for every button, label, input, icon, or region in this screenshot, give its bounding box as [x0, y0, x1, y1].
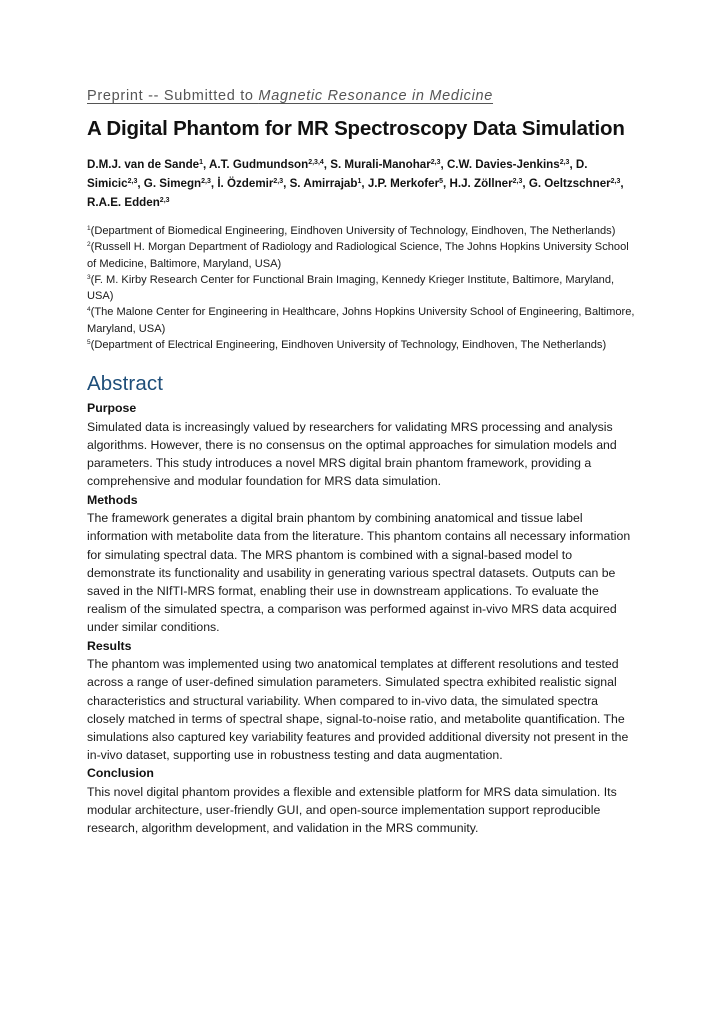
paper-page [87, 88, 635, 837]
abstract-section-conclusion [87, 764, 635, 837]
author-name: G. Oeltzschner [528, 177, 611, 190]
affiliation-number: 2 [87, 241, 91, 249]
affiliation [87, 337, 635, 353]
author-name: S. Murali-Manohar [330, 158, 431, 171]
author-name: D.M.J. van de Sande [87, 158, 200, 171]
author-name: C.W. Davies-Jenkins [446, 158, 560, 171]
affiliation-text: (F. M. Kirby Research Center for Functional Brain Imaging, Kennedy Krieger Institute, Baltimore, Maryland, USA) [87, 273, 615, 303]
author: J.P. Merkofer$^5$, [367, 177, 450, 190]
affiliation [87, 272, 635, 305]
affiliation [87, 304, 635, 337]
author: A.T. Gudmundson$^{2,3,4}$, [209, 158, 331, 171]
author-affiliation-ref: 2,3,4 [308, 159, 324, 166]
author-affiliation-ref: 2,3 [159, 197, 170, 204]
author-name: S. Amirrajab [289, 177, 358, 190]
author: C.W. Davies-Jenkins$^{2,3}$, [446, 158, 576, 171]
section-heading: Methods [87, 492, 138, 507]
section-text: Simulated data is increasingly valued by researchers for validating MRS processing and analysis algorithms. However, there is no consensus on the optimal approaches for simulation models and parameters. This study introduces a novel MRS digital brain phantom framework, providing a comprehensive and modular foundation for MRS data simulation. [87, 419, 617, 489]
author-affiliation-ref: 2,3 [512, 178, 523, 185]
affiliation-text: (The Malone Center for Engineering in Healthcare, Johns Hopkins University School of Engineering, Baltimore, Maryland, USA) [87, 306, 635, 335]
affiliation-number: 1 [87, 225, 91, 232]
section-text: This novel digital phantom provides a flexible and extensible platform for MRS data simulation. Its modular architecture, user-friendly GUI, and open-source implementation support reproducible research, algorithm development, and validation in the MRS community. [87, 784, 617, 836]
author: İ. Özdemir$^{2,3}$, [217, 177, 290, 190]
affiliation-number: 3 [87, 273, 91, 281]
journal-name: Magnetic Resonance in Medicine [258, 88, 494, 104]
section-heading: Results [87, 638, 132, 653]
preprint-prefix: Preprint -- Submitted to [87, 88, 259, 104]
paper-title: A Digital Phantom for MR Spectroscopy Data Simulation [87, 117, 625, 140]
author: S. Murali-Manohar$^{2,3}$, [330, 158, 447, 171]
author: G. Simegn$^{2,3}$, [143, 177, 218, 190]
author-name: J.P. Merkofer [367, 177, 440, 190]
affiliation-text: (Department of Biomedical Engineering, Eindhoven University of Technology, Eindhoven, The Netherlands) [90, 225, 616, 237]
author-name: H.J. Zöllner [449, 177, 513, 190]
author-affiliation-ref: 2,3 [610, 178, 621, 185]
affiliation-number: 5 [87, 339, 91, 347]
section-heading: Purpose [87, 401, 137, 416]
author [87, 196, 170, 209]
affiliation-list [87, 223, 635, 353]
affiliation-text: (Department of Electrical Engineering, Eindhoven University of Technology, Eindhoven, The Netherlands) [90, 339, 607, 352]
section-heading: Conclusion [87, 766, 154, 781]
author-affiliation-ref: 1 [357, 178, 362, 185]
author-name: D. Simicic [87, 158, 588, 190]
author-affiliation-ref: 5 [439, 178, 444, 185]
section-text: The framework generates a digital brain phantom by combining anatomical and tissue label information with metabolite data from the literature. This phantom contains all necessary information for simulating spectral data. The MRS phantom is combined with a signal-based model to demonstrate its functionality and usability in generating various spectral datasets. Outputs can be saved in the NIfTI-MRS format, enabling their use in downstream applications. To evaluate the realism of the simulated spectra, a comparison was performed against in-vivo MRS data acquired under similar conditions. [87, 511, 631, 635]
author: S. Amirrajab$^1$, [289, 177, 368, 190]
affiliation-number: 4 [87, 306, 91, 314]
abstract-section-purpose [87, 399, 635, 490]
section-text: The phantom was implemented using two anatomical templates at different resolutions and tested across a range of user-defined simulation parameters. Simulated spectra exhibited realistic signal characteristics and structural variability. When compared to in-vivo data, the simulated spectra closely matched in terms of spectral shape, signal-to-noise ratio, and metabolite quantification. The simulations also captured key variability features and provided additional diversity not present in the in-vivo dataset, supporting use in robustness testing and data augmentation. [87, 657, 629, 763]
author: H.J. Zöllner$^{2,3}$, [449, 177, 529, 190]
author-affiliation-ref: 1 [199, 159, 204, 166]
abstract-heading: Abstract [87, 372, 163, 396]
author-affiliation-ref: 2,3 [201, 178, 211, 185]
abstract-section-methods [87, 491, 635, 637]
author: G. Oeltzschner$^{2,3}$, [528, 177, 624, 190]
author-affiliation-ref: 2,3 [430, 159, 441, 166]
author-name: G. Simegn [143, 177, 202, 190]
author: D. Simicic$^{2,3}$, [87, 158, 588, 190]
author-list [87, 155, 635, 212]
author-name: İ. Özdemir [217, 177, 274, 190]
author-name: R.A.E. Edden [87, 196, 160, 209]
affiliation [87, 223, 635, 239]
author-name: A.T. Gudmundson [209, 158, 309, 171]
affiliation [87, 239, 635, 272]
preprint-header [87, 88, 635, 104]
author-affiliation-ref: 2,3 [273, 178, 284, 185]
abstract-section-results [87, 637, 635, 765]
author: D.M.J. van de Sande$^1$, [87, 158, 210, 171]
author-affiliation-ref: 2,3 [559, 159, 570, 166]
affiliation-text: (Russell H. Morgan Department of Radiology and Radiological Science, The Johns Hopkins University School of Medicine, Baltimore, Maryland, USA) [87, 241, 629, 270]
author-affiliation-ref: 2,3 [127, 178, 138, 185]
